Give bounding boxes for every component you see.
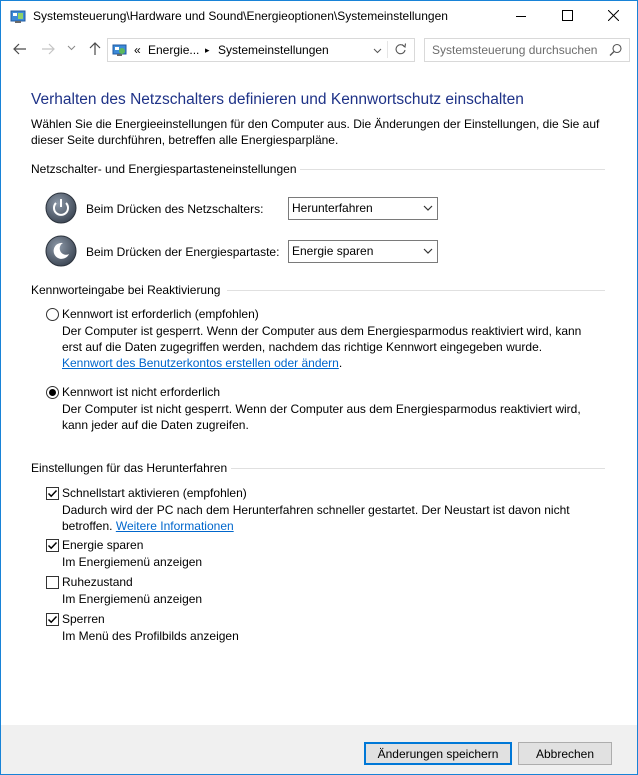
- breadcrumb-overflow[interactable]: «: [134, 43, 141, 57]
- password-not-required-label[interactable]: Kennwort ist nicht erforderlich: [62, 385, 221, 399]
- sleep-button-label: Beim Drücken der Energiespartaste:: [86, 245, 280, 259]
- minimize-button[interactable]: [498, 1, 544, 30]
- address-bar[interactable]: [107, 38, 415, 62]
- checkmark-icon: [47, 614, 58, 625]
- control-panel-icon: [10, 9, 26, 25]
- account-password-link-line: [62, 355, 342, 371]
- back-arrow-icon[interactable]: [13, 43, 27, 55]
- fast-startup-desc-line2: betroffen.: [62, 519, 113, 533]
- fast-startup-desc-line2-row: [62, 518, 234, 534]
- refresh-icon[interactable]: [394, 43, 407, 56]
- navigation-bar: [1, 35, 637, 65]
- up-arrow-icon[interactable]: [89, 42, 101, 56]
- hibernate-menu-checkbox[interactable]: [46, 576, 59, 589]
- control-panel-icon: [112, 42, 128, 58]
- fast-startup-desc-line1: Dadurch wird der PC nach dem Herunterfahren schneller gestartet. Der Neustart ist davon nicht: [62, 503, 570, 517]
- title-bar: [1, 1, 637, 31]
- password-section-title: Kennworteingabe bei Reaktivierung: [31, 283, 221, 297]
- hibernate-menu-desc: Im Energiemenü anzeigen: [62, 592, 203, 606]
- sleep-button-icon: [45, 235, 77, 267]
- page-description: Wählen Sie die Energieeinstellungen für den Computer aus. Die Änderungen der Einstellungen, die Sie auf dieser Seite durchführen, betreffen alle Energiesparpläne.: [31, 117, 600, 147]
- password-not-required-radio[interactable]: [46, 386, 59, 399]
- dialog-footer: [1, 725, 637, 774]
- search-input[interactable]: [425, 39, 610, 61]
- save-changes-button[interactable]: Änderungen speichern: [364, 742, 512, 765]
- breadcrumb-systemeinstellungen[interactable]: Systemeinstellungen: [218, 43, 329, 57]
- close-icon: [608, 10, 619, 21]
- breadcrumb-energieoptionen[interactable]: Energie...: [148, 43, 200, 57]
- main-content: [1, 65, 637, 725]
- power-button-action-value: Herunterfahren: [292, 201, 373, 215]
- address-dropdown-icon[interactable]: [373, 48, 382, 54]
- hibernate-menu-label[interactable]: Ruhezustand: [62, 575, 133, 589]
- page-title: Verhalten des Netzschalters definieren und Kennwortschutz einschalten: [31, 91, 524, 108]
- lock-menu-desc: Im Menü des Profilbilds anzeigen: [62, 629, 239, 643]
- sleep-menu-desc: Im Energiemenü anzeigen: [62, 555, 203, 569]
- maximize-icon: [562, 10, 573, 21]
- breadcrumb-separator-icon[interactable]: ▸: [205, 45, 210, 55]
- window-title: Systemsteuerung\Hardware und Sound\Energieoptionen\Systemeinstellungen: [33, 9, 448, 23]
- close-button[interactable]: [590, 1, 636, 30]
- fast-startup-checkbox[interactable]: [46, 487, 59, 500]
- password-not-required-desc-line2: kann jeder auf die Daten zugreifen.: [62, 418, 249, 432]
- power-button-icon: [45, 192, 77, 224]
- sleep-button-action-select[interactable]: [288, 240, 438, 263]
- lock-menu-checkbox[interactable]: [46, 613, 59, 626]
- sleep-menu-label[interactable]: Energie sparen: [62, 538, 144, 552]
- password-not-required-desc-line1: Der Computer ist nicht gesperrt. Wenn der Computer aus dem Energiesparmodus reaktiviert wird,: [62, 402, 581, 416]
- chevron-down-icon: [423, 245, 433, 257]
- password-required-desc-line1: Der Computer ist gesperrt. Wenn der Computer aus dem Energiesparmodus reaktiviert wird, kann: [62, 324, 582, 338]
- minimize-icon: [516, 11, 526, 21]
- search-icon[interactable]: [609, 43, 623, 57]
- sleep-button-action-value: Energie sparen: [292, 244, 374, 258]
- recent-pages-chevron-icon[interactable]: [67, 45, 76, 51]
- power-section-title: Netzschalter- und Energiespartasteneinstellungen: [31, 162, 297, 176]
- power-button-label: Beim Drücken des Netzschalters:: [86, 202, 264, 216]
- power-button-action-select[interactable]: [288, 197, 438, 220]
- password-required-radio[interactable]: [46, 308, 59, 321]
- section-divider: [300, 169, 605, 170]
- address-divider: [387, 41, 388, 58]
- section-divider: [231, 468, 605, 469]
- lock-menu-label[interactable]: Sperren: [62, 612, 105, 626]
- forward-arrow-icon[interactable]: [41, 43, 55, 55]
- maximize-button[interactable]: [544, 1, 590, 30]
- search-box[interactable]: [424, 38, 630, 62]
- section-divider: [227, 290, 605, 291]
- sleep-menu-checkbox[interactable]: [46, 539, 59, 552]
- password-required-desc-line2: erst auf die Daten zugegriffen werden, nachdem das richtige Kennwort eingegeben wurde.: [62, 340, 543, 354]
- checkmark-icon: [47, 488, 58, 499]
- password-required-label[interactable]: Kennwort ist erforderlich (empfohlen): [62, 307, 259, 321]
- checkmark-icon: [47, 540, 58, 551]
- fast-startup-label[interactable]: Schnellstart aktivieren (empfohlen): [62, 486, 247, 500]
- account-password-link[interactable]: Kennwort des Benutzerkontos erstellen oder ändern: [62, 356, 339, 370]
- more-info-link[interactable]: Weitere Informationen: [115, 519, 234, 533]
- shutdown-section-title: Einstellungen für das Herunterfahren: [31, 461, 228, 475]
- cancel-button[interactable]: Abbrechen: [518, 742, 612, 765]
- chevron-down-icon: [423, 202, 433, 214]
- link-period: .: [338, 356, 343, 370]
